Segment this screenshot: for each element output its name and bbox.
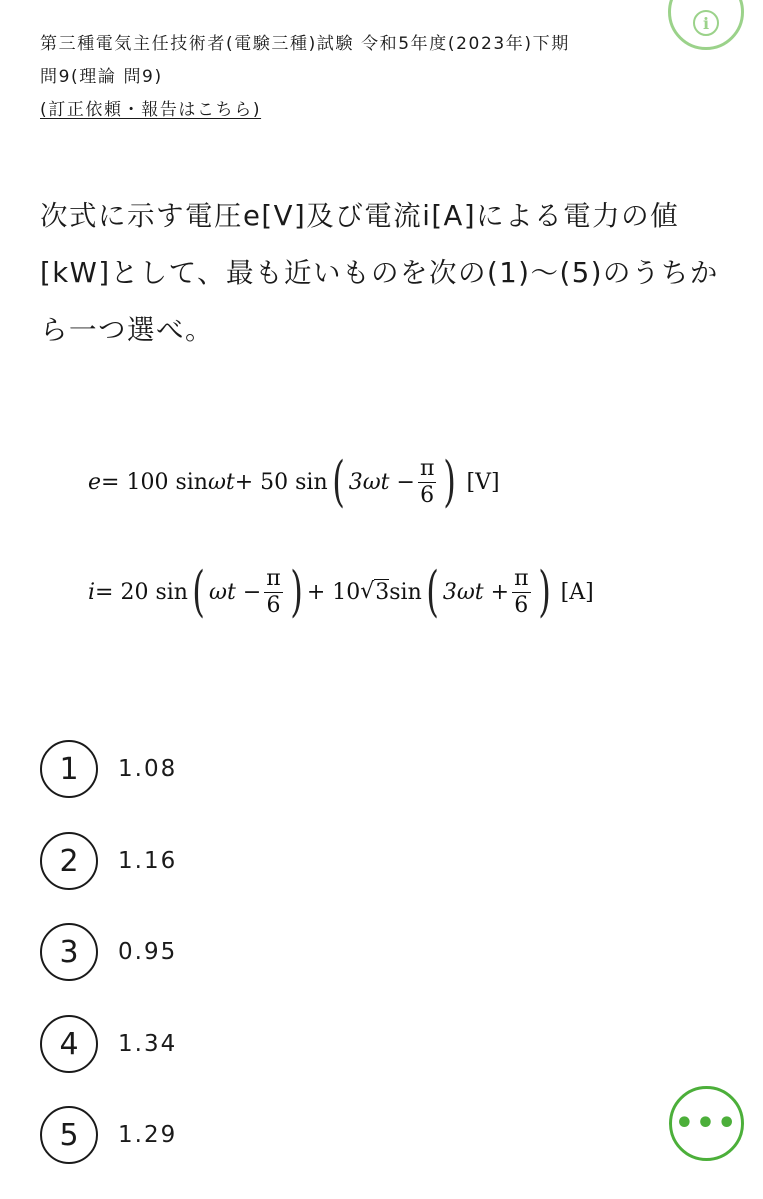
sqrt-radicand: 3 [375, 580, 390, 605]
fraction-denominator: 6 [420, 482, 435, 508]
sqrt-sign: √ [360, 579, 375, 604]
right-paren: ) [537, 560, 551, 623]
left-paren: ( [192, 560, 205, 623]
page-header [40, 28, 710, 127]
option-value: 1.34 [118, 1031, 178, 1057]
option-number-badge: 3 [40, 923, 98, 981]
option-2[interactable] [40, 832, 177, 890]
formula-e-omegat: ωt [207, 469, 235, 495]
info-icon: i [693, 10, 719, 36]
fraction-numerator: π [514, 566, 529, 592]
option-value: 0.95 [118, 939, 178, 965]
option-number-badge: 4 [40, 1015, 98, 1073]
formula-i-sin: sin [389, 579, 422, 605]
formula-e-inner: 3ωt − [348, 469, 415, 495]
fraction-numerator: π [266, 566, 281, 592]
formula-e-mid: + 50 sin [234, 469, 328, 495]
option-number-badge: 2 [40, 832, 98, 890]
formula-var-e: e [88, 469, 102, 495]
left-paren: ( [425, 560, 439, 623]
option-number-badge: 1 [40, 740, 98, 798]
option-value: 1.08 [118, 756, 178, 782]
formula-i-inner1: ωt − [209, 579, 262, 605]
fraction-pi-6 [512, 566, 530, 618]
formula-i-unit: [A] [560, 579, 594, 605]
sqrt-three [360, 579, 389, 605]
fraction-numerator: π [419, 456, 435, 482]
option-3[interactable] [40, 923, 177, 981]
right-paren: ) [289, 560, 303, 623]
formula-i-plus: + 10 [306, 579, 361, 605]
formula-i-eq: = 20 sin [95, 579, 188, 605]
exam-title: 第三種電気主任技術者(電験三種)試験 令和5年度(2023年)下期 [40, 34, 570, 54]
voltage-equation [88, 437, 500, 527]
formula-image [88, 425, 688, 625]
current-equation [88, 547, 594, 637]
left-paren: ( [331, 450, 345, 513]
formula-var-i: i [88, 579, 96, 605]
formula-i-inner2: 3ωt + [442, 579, 510, 605]
more-dots-icon: ••• [674, 1106, 739, 1141]
fraction-pi-6 [264, 566, 282, 618]
more-menu-button[interactable] [669, 1086, 744, 1161]
option-value: 1.29 [118, 1122, 178, 1148]
option-value: 1.16 [118, 848, 178, 874]
formula-e-unit: [V] [466, 469, 500, 495]
right-paren: ) [443, 450, 457, 513]
formula-e-eq: = 100 sin [101, 469, 208, 495]
question-number: 問9(理論 問9) [40, 67, 163, 87]
question-text: 次式に示す電圧e[V]及び電流i[A]による電力の値[kW]として、最も近いものを次の(1)～(5)のうちから一つ選べ。 [40, 200, 719, 346]
fraction-pi-6 [418, 456, 436, 508]
option-4[interactable] [40, 1015, 177, 1073]
option-number-badge: 5 [40, 1106, 98, 1164]
fraction-denominator: 6 [266, 592, 281, 618]
fraction-denominator: 6 [514, 592, 529, 618]
option-1[interactable] [40, 740, 177, 798]
option-5[interactable] [40, 1106, 177, 1164]
report-link[interactable]: (訂正依頼・報告はこちら) [40, 100, 262, 120]
